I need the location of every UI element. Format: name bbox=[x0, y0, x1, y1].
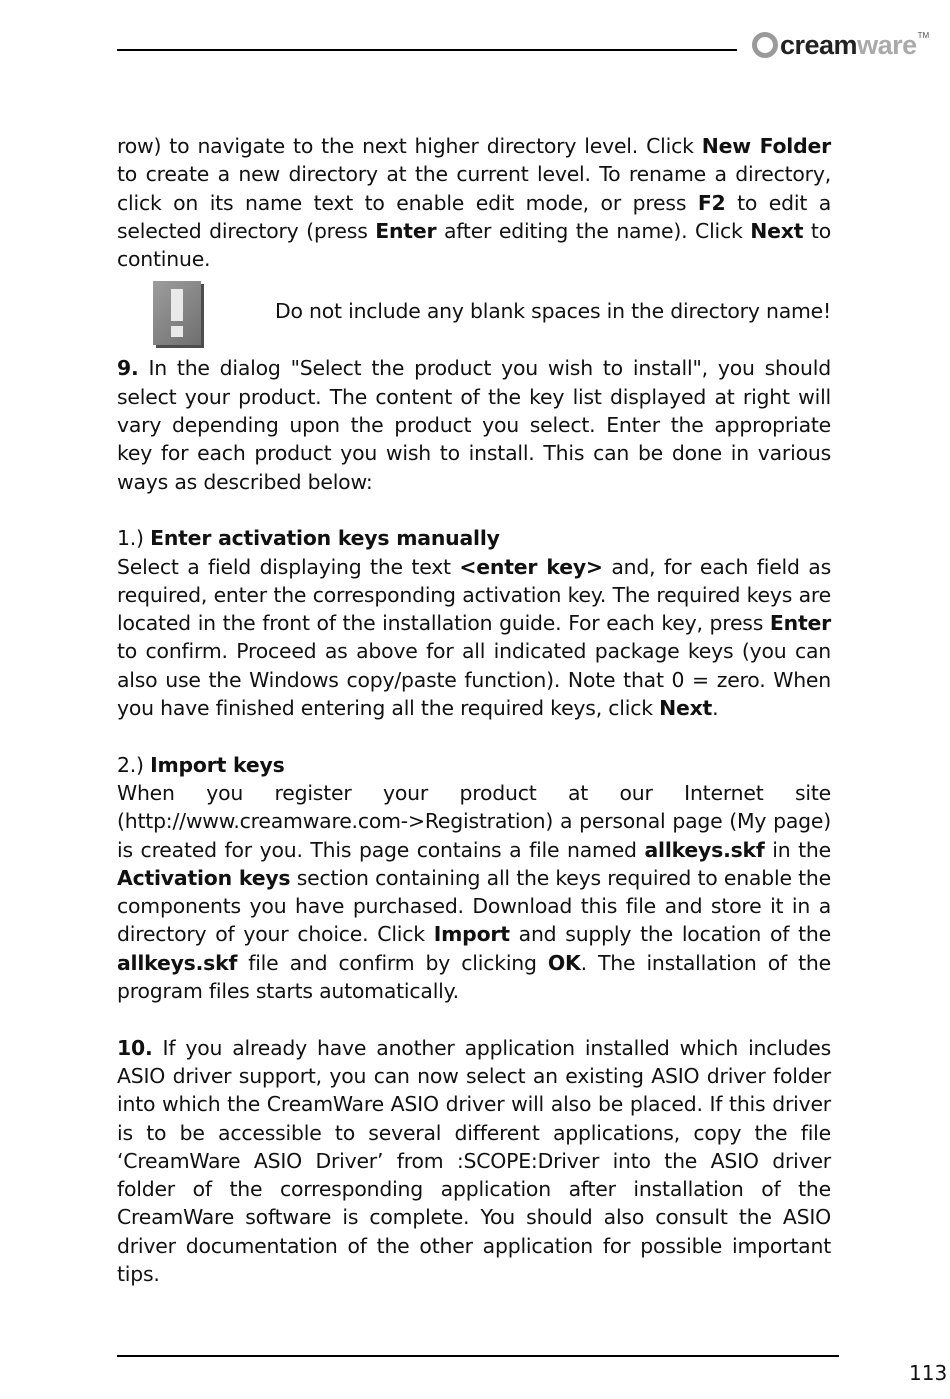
logo-ring-icon bbox=[752, 32, 778, 58]
step-9: 9. In the dialog "Select the product you wish to install", you should select your product. The content of the key list displayed at right will vary depending upon the product you select. Enter the appropriate key for each product you wish to install. This can be done in various ways as described below: bbox=[117, 356, 831, 494]
logo-wordmark bbox=[780, 29, 917, 60]
warning-note bbox=[117, 279, 831, 354]
option-2-heading: 2.) Import keys bbox=[117, 752, 285, 777]
header-rule bbox=[117, 49, 737, 51]
exclamation-warning-icon bbox=[153, 281, 201, 345]
logo-ware: ware bbox=[857, 29, 917, 60]
warning-text: Do not include any blank spaces in the directory name! bbox=[274, 299, 831, 324]
page-number: 113 bbox=[909, 1361, 948, 1385]
option-2-body: When you register your product at our Internet site (http://www.creamware.com->Registration) a personal page (My page) is created for you. This page contains a file named allkeys.skf in the Activation keys section containing all the keys required to enable the components you have purchased. Download this file and store it in a directory of your choice. Click Import and supply the location of the allkeys.skf file and confirm by clicking OK. The installation of the program files starts automatically. bbox=[117, 780, 831, 1004]
intro-paragraph: row) to navigate to the next higher directory level. Click New Folder to create a new directory at the current level. To rename a directory, click on its name text to enable edit mode, or press F2 to edit a selected directory (press Enter after editing the name). Click Next to continue. bbox=[117, 134, 831, 272]
logo-trademark: TM bbox=[917, 31, 930, 40]
option-1-body: Select a field displaying the text <enter key> and, for each field as required, enter the corresponding activation key. The required keys are located in the front of the installation guide. For each key, press Enter to confirm. Proceed as above for all indicated package keys (you can also use the Windows copy/paste function). Note that 0 = zero. When you have finished entering all the required keys, click Next. bbox=[117, 554, 831, 721]
option-1-heading: 1.) Enter activation keys manually bbox=[117, 526, 500, 551]
step-10: 10. If you already have another application installed which includes ASIO driver support, you can now select an existing ASIO driver folder into which the CreamWare ASIO driver will also be placed. If this driver is to be accessible to several different applications, copy the file ‘CreamWare ASIO Driver’ from :SCOPE:Driver into the ASIO driver folder of the corresponding application after installation of the CreamWare software is complete. You should also consult the ASIO driver documentation of the other application for possible important tips. bbox=[117, 1035, 831, 1286]
footer-rule bbox=[117, 1355, 839, 1357]
page-content bbox=[117, 132, 831, 1288]
logo-cream: cream bbox=[780, 29, 858, 60]
creamware-logo bbox=[752, 28, 942, 62]
